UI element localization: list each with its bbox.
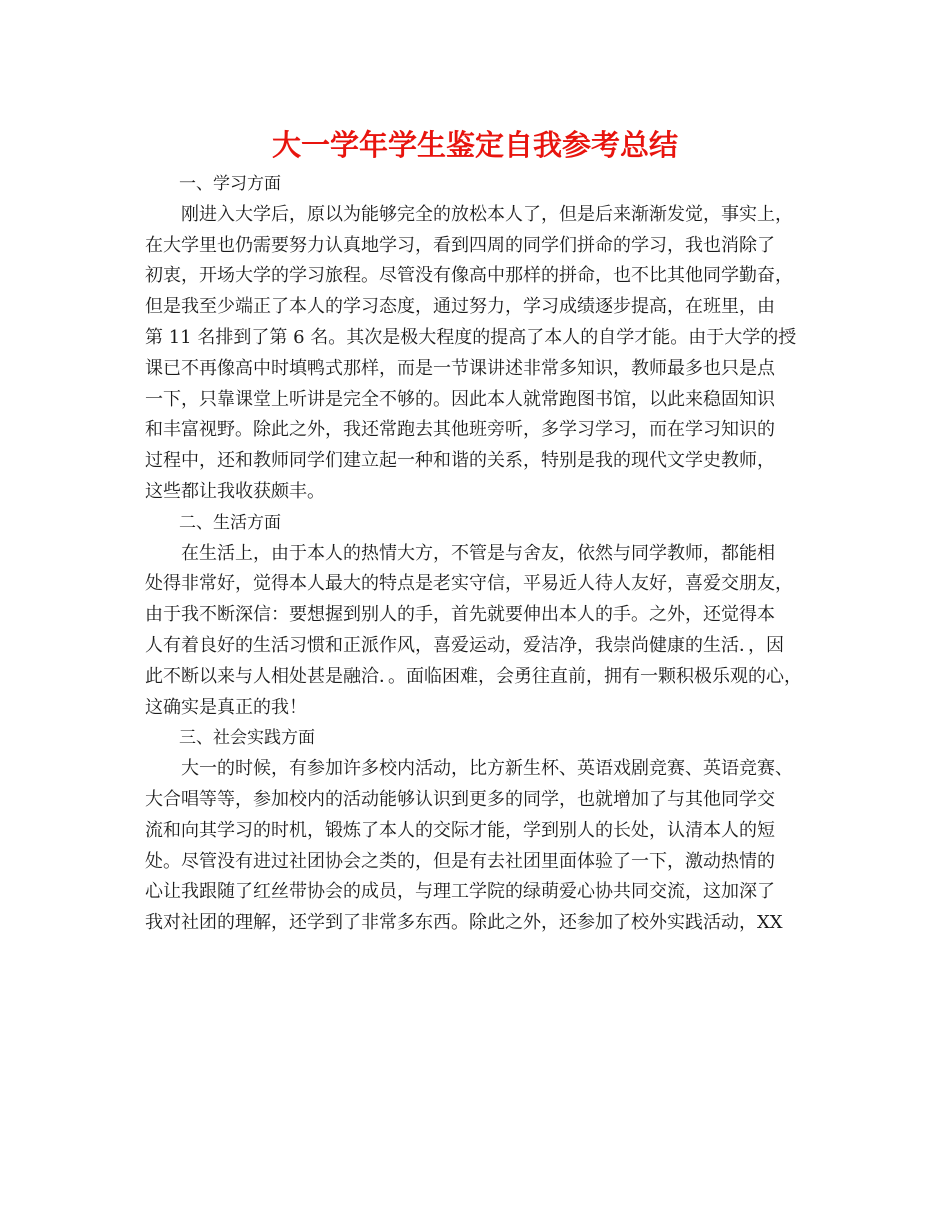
paragraph-line: 由于我不断深信：要想握到别人的手，首先就要伸出本人的手。之外，还觉得本 [145, 604, 775, 626]
paragraph-line: 处得非常好，觉得本人最大的特点是老实守信，平易近人待人友好，喜爱交朋友， [145, 573, 793, 595]
section-heading: 一、学习方面 [179, 174, 281, 194]
paragraph-line: 大合唱等等，参加校内的活动能够认识到更多的同学，也就增加了与其他同学交 [145, 788, 775, 810]
section-heading: 三、社会实践方面 [179, 728, 315, 749]
paragraph-line: 处。尽管没有进过社团协会之类的，但是有去社团里面体验了一下，激动热情的 [145, 850, 775, 872]
paragraph-line: 刚进入大学后，原以为能够完全的放松本人了，但是后来渐渐发觉，事实上， [181, 203, 793, 225]
paragraph-line: 这确实是真正的我！ [145, 696, 307, 718]
section-life [145, 508, 820, 724]
section-study [145, 169, 820, 508]
section-heading: 二、生活方面 [179, 512, 281, 533]
paragraph-line: 课已不再像高中时填鸭式那样，而是一节课讲述非常多知识，教师最多也只是点 [145, 357, 775, 379]
paragraph-line: 初衷，开场大学的学习旅程。尽管没有像高中那样的拼命，也不比其他同学勤奋， [145, 265, 793, 287]
paragraph-line: 流和向其学习的时机，锻炼了本人的交际才能，学到别人的长处，认清本人的短 [145, 819, 775, 841]
document-title: 大一学年学生鉴定自我参考总结 [271, 128, 678, 162]
paragraph-line: 大一的时候，有参加许多校内活动，比方新生杯、英语戏剧竞赛、英语竞赛、 [181, 758, 793, 780]
section-social-practice [145, 723, 820, 939]
paragraph-line: 和丰富视野。除此之外，我还常跑去其他班旁听，多学习学习，而在学习知识的 [145, 419, 775, 441]
paragraph-line: 一下，只靠课堂上听讲是完全不够的。因此本人就常跑图书馆，以此来稳固知识 [145, 388, 775, 410]
paragraph-line: 在生活上，由于本人的热情大方，不管是与舍友，依然与同学教师，都能相 [181, 542, 775, 564]
paragraph-line: 过程中，还和教师同学们建立起一种和谐的关系，特别是我的现代文学史教师， [145, 450, 775, 472]
paragraph-line: 人有着良好的生活习惯和正派作风，喜爱运动，爱洁净，我崇尚健康的生活．，因 [145, 634, 784, 656]
paragraph-line: 在大学里也仍需要努力认真地学习，看到四周的同学们拼命的学习，我也消除了 [145, 234, 775, 256]
paragraph-line: 第 11 名排到了第 6 名。其次是极大程度的提高了本人的自学才能。由于大学的授 [145, 326, 797, 348]
paragraph-line: 但是我至少端正了本人的学习态度，通过努力，学习成绩逐步提高，在班里，由 [145, 296, 775, 318]
document-body [145, 169, 820, 939]
paragraph-line: 此不断以来与人相处甚是融洽．。面临困难，会勇往直前，拥有一颗积极乐观的心， [145, 665, 802, 687]
paragraph-line: 这些都让我收获颇丰。 [145, 480, 325, 502]
paragraph-line: 心让我跟随了红丝带协会的成员，与理工学院的绿萌爱心协共同交流，这加深了 [145, 881, 775, 903]
paragraph-line: 我对社团的理解，还学到了非常多东西。除此之外，还参加了校外实践活动，XX [145, 912, 783, 934]
